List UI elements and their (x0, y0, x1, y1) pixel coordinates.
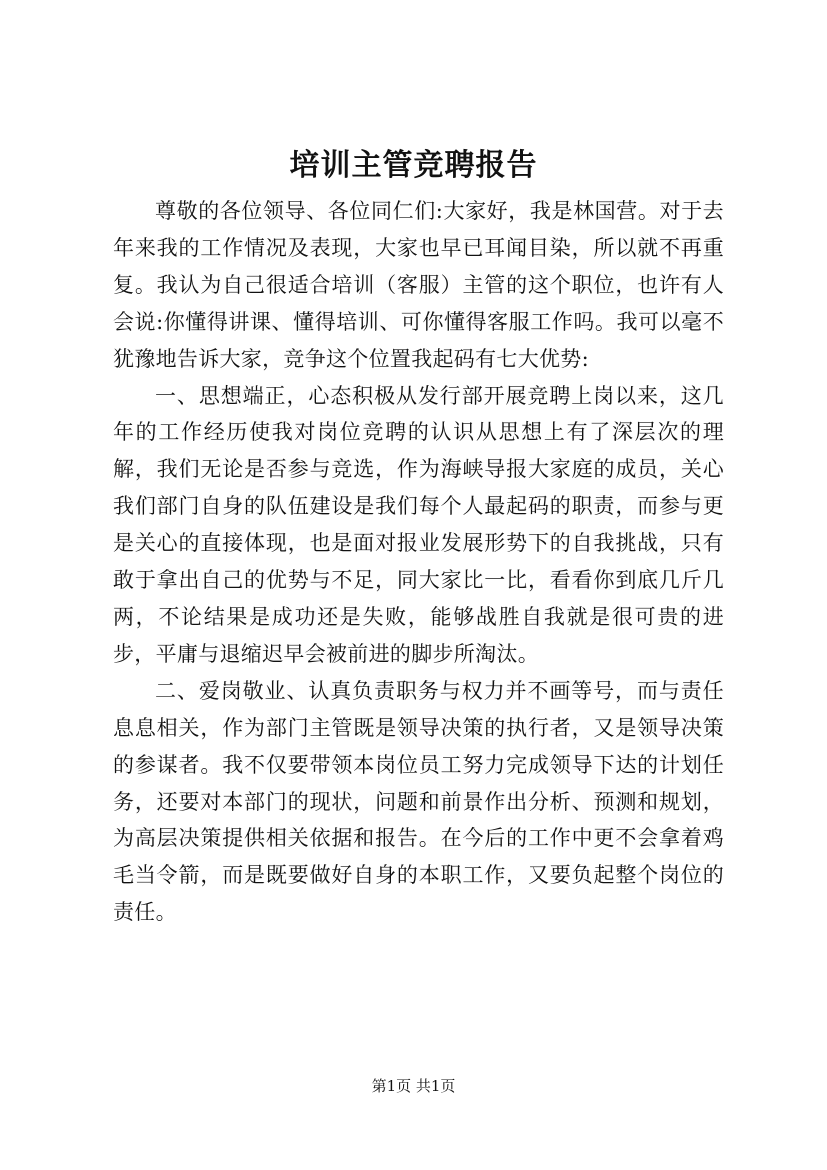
document-title: 培训主管竞聘报告 (289, 148, 538, 183)
paragraph-greeting: 尊敬的各位领导、各位同仁们:大家好，我是林国营。对于去年来我的工作情况及表现，大家也早已耳闻目染，所以就不再重复。我认为自己很适合培训（客服）主管的这个职位，也许有人会说:你懂得讲课、懂得培训、可你懂得客服工作吗。我可以毫不犹豫地告诉大家，竞争这个位置我起码有七大优势: (113, 199, 724, 371)
paragraph-point-one: 一、思想端正，心态积极从发行部开展竞聘上岗以来，这几年的工作经历使我对岗位竞聘的认识从思想上有了深层次的理解，我们无论是否参与竞选，作为海峡导报大家庭的成员，关心我们部门自身的队伍建设是我们每个人最起码的职责，而参与更是关心的直接体现，也是面对报业发展形势下的自我挑战，只有敢于拿出自己的优势与不足，同大家比一比，看看你到底几斤几两，不论结果是成功还是失败，能够战胜自我就是很可贵的进步，平庸与退缩迟早会被前进的脚步所淘汰。 (113, 383, 724, 666)
document-body (113, 193, 724, 931)
page-number-footer: 第1页 共1页 (371, 1077, 456, 1095)
paragraph-point-two: 二、爱岗敬业、认真负责职务与权力并不画等号，而与责任息息相关，作为部门主管既是领导决策的执行者，又是领导决策的参谋者。我不仅要带领本岗位员工努力完成领导下达的计划任务，还要对本部门的现状，问题和前景作出分析、预测和规划，为高层决策提供相关依据和报告。在今后的工作中更不会拿着鸡毛当令箭，而是既要做好自身的本职工作，又要负起整个岗位的责任。 (113, 678, 724, 925)
